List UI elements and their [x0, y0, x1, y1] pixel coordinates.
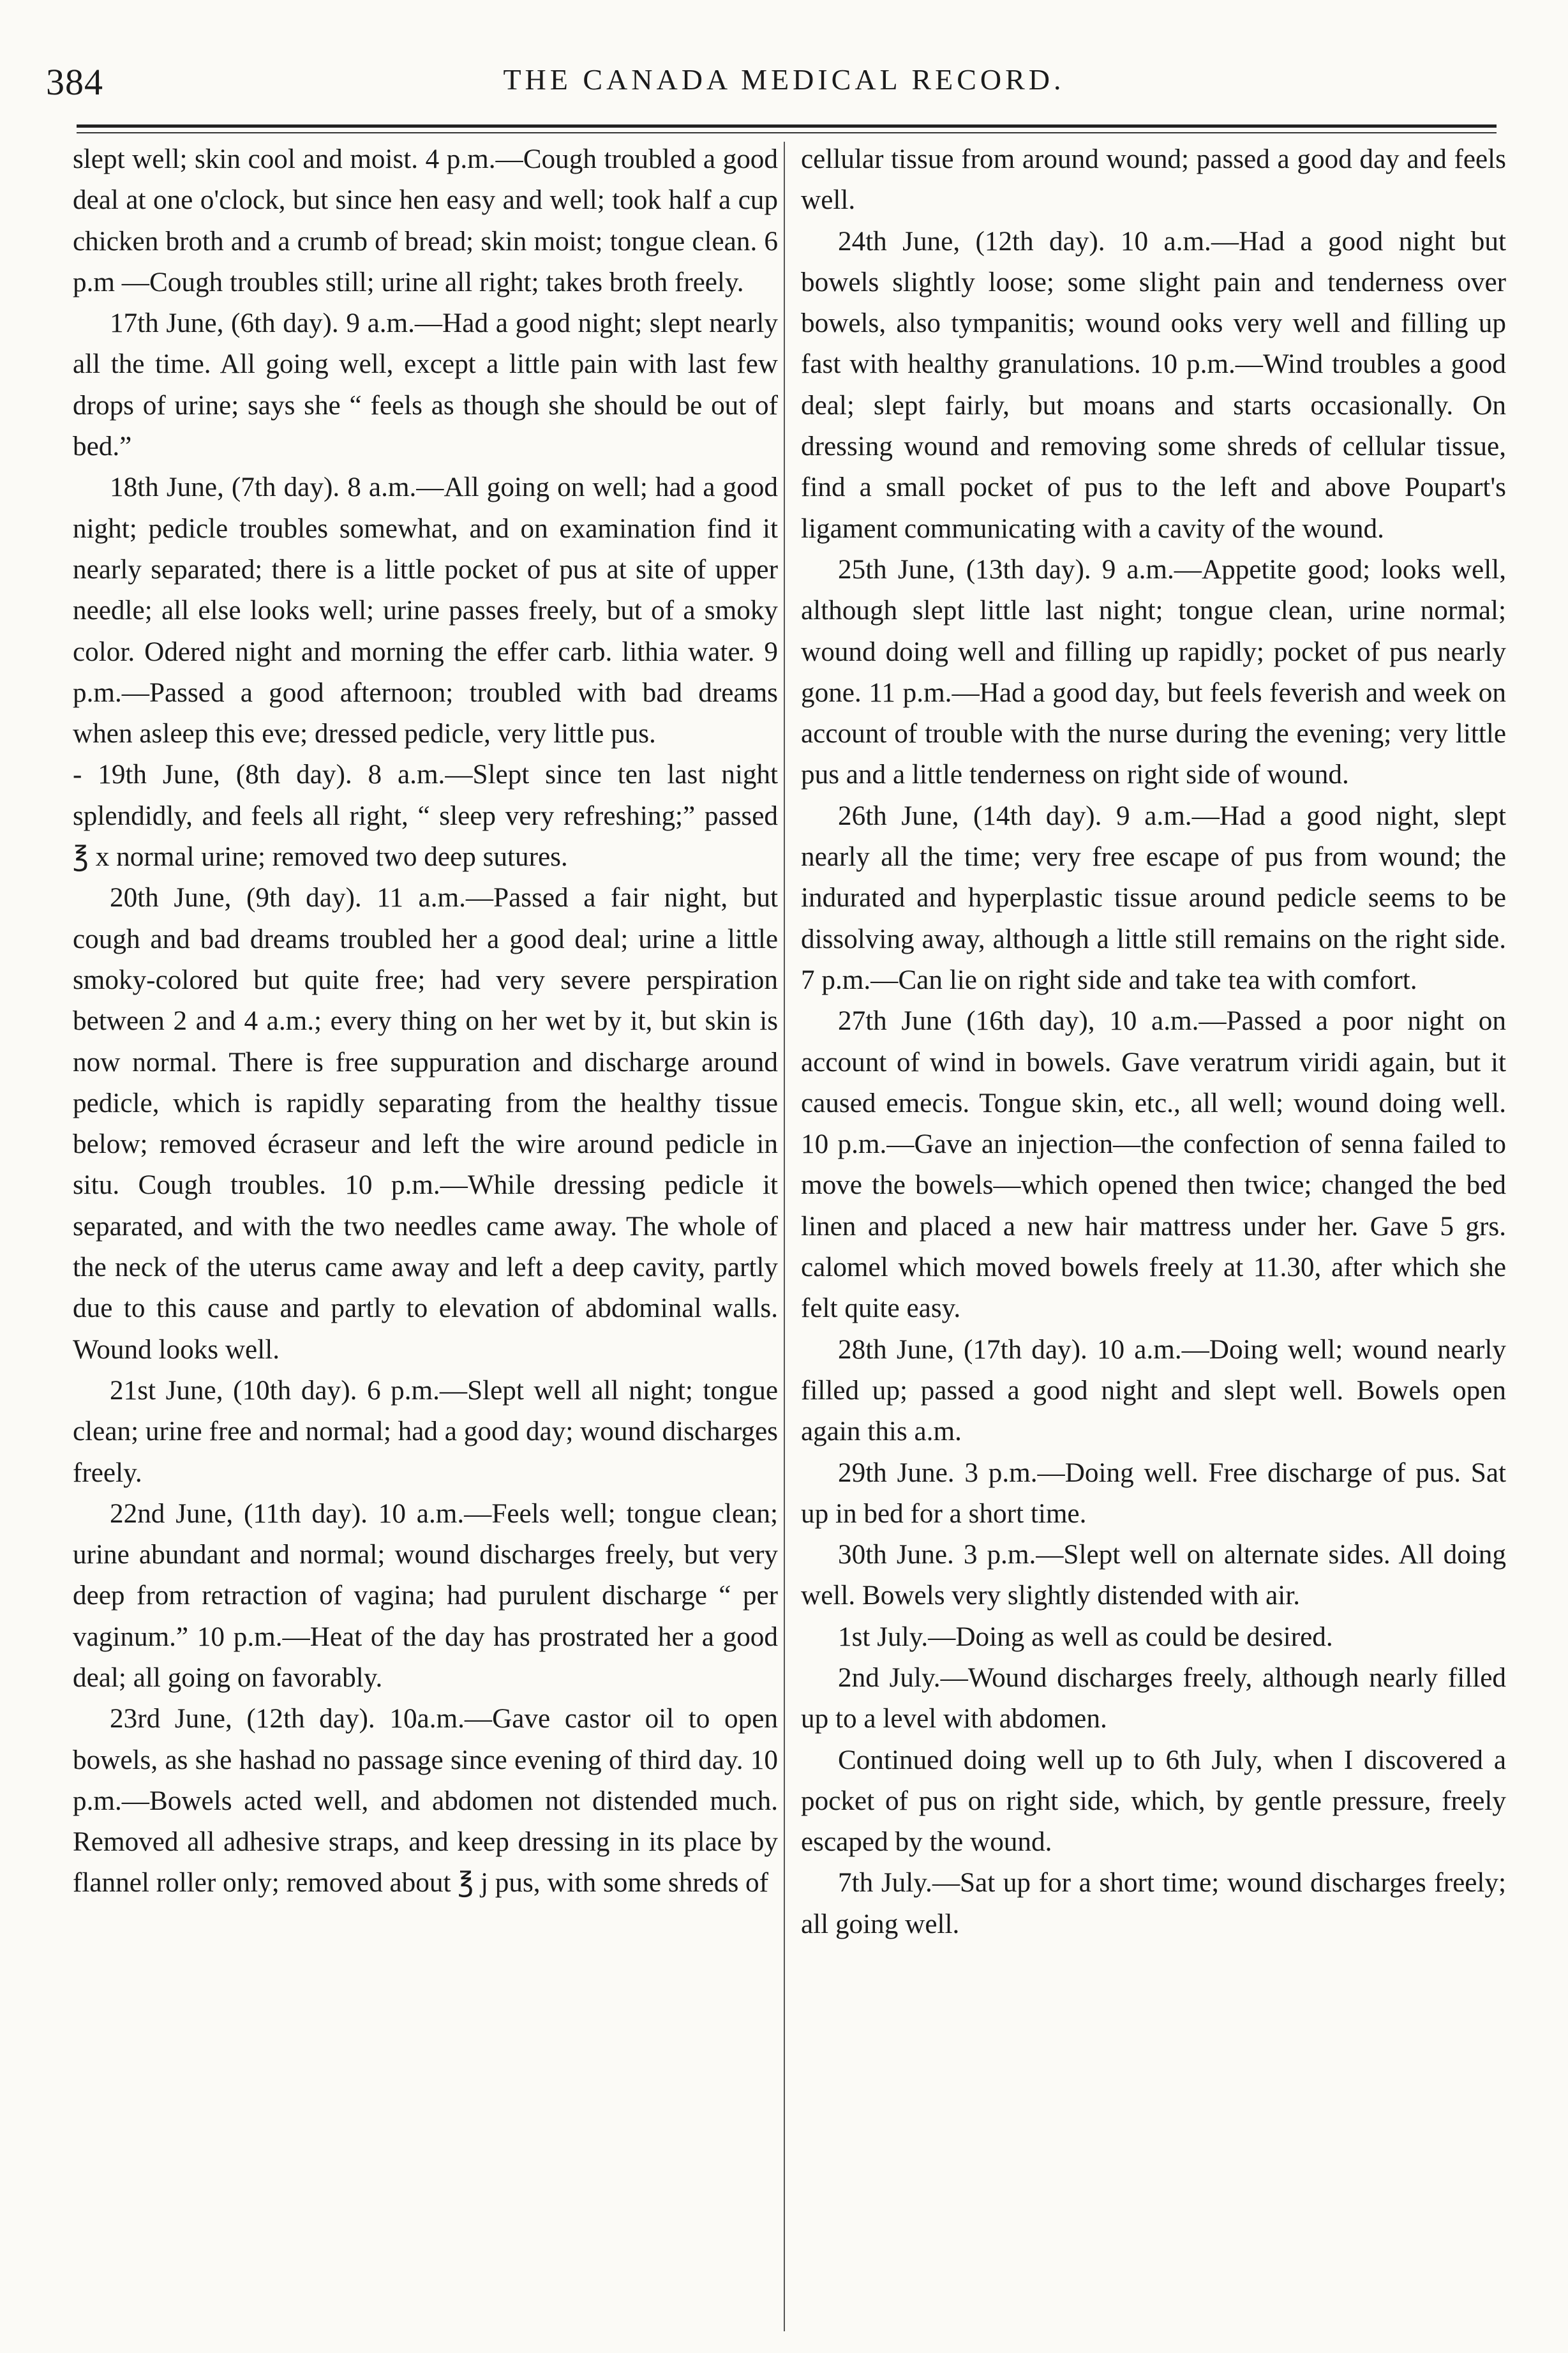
paragraph: 28th June, (17th day). 10 a.m.—Doing well; wound nearly filled up; passed a good night and slept well. Bowels open again this a.m.	[801, 1334, 1506, 1447]
right-column	[801, 139, 1506, 1945]
paragraph: slept well; skin cool and moist. 4 p.m.—Cough troubled a good deal at one o'clock, but since hen easy and well; took half a cup chicken broth and a crumb of bread; skin moist; tongue clean. 6 p.m —Cough troubles still; urine all right; takes broth freely.	[73, 144, 778, 297]
paragraph: 25th June, (13th day). 9 a.m.—Appetite good; looks well, although slept little last night; tongue clean, urine normal; wound doing well and filling up rapidly; pocket of pus nearly gone. 11 p.m.—Had a good day, but feels feverish and week on account of trouble with the nurse during the evening; very little pus and a little tenderness on right side of wound.	[801, 554, 1506, 790]
paragraph: 22nd June, (11th day). 10 a.m.—Feels well; tongue clean; urine abundant and normal; wound discharges freely, but very deep from retraction of vagina; had purulent discharge “ per vaginum.” 10 p.m.—Heat of the day has prostrated her a good deal; all going on favorably.	[73, 1498, 778, 1693]
paragraph: 26th June, (14th day). 9 a.m.—Had a good night, slept nearly all the time; very free escape of pus from wound; the indurated and hyperplastic tissue around pedicle seems to be dissolving away, although a little still remains on the right side. 7 p.m.—Can lie on right side and take tea with comfort.	[801, 801, 1506, 995]
paragraph: 21st June, (10th day). 6 p.m.—Slept well all night; tongue clean; urine free and normal; had a good day; wound discharges freely.	[73, 1375, 778, 1488]
header-rule-thin	[77, 132, 1497, 133]
running-head: THE CANADA MEDICAL RECORD.	[503, 63, 1065, 96]
header-rule-thick	[77, 124, 1497, 128]
column-divider	[784, 142, 785, 2331]
page-number: 384	[46, 61, 103, 103]
paragraph: 7th July.—Sat up for a short time; wound discharges freely; all going well.	[801, 1868, 1506, 1939]
paragraph: 24th June, (12th day). 10 a.m.—Had a good night but bowels slightly loose; some slight pain and tenderness over bowels, also tympanitis; wound ooks very well and filling up fast with healthy granulations. 10 p.m.—Wind troubles a good deal; slept fairly, but moans and starts occasionally. On dressing wound and removing some shreds of cellular tissue, find a small pocket of pus to the left and above Poupart's ligament communicating with a cavity of the wound.	[801, 226, 1506, 544]
paragraph: 27th June (16th day), 10 a.m.—Passed a poor night on account of wind in bowels. Gave veratrum viridi again, but it caused emecis. Tongue skin, etc., all well; wound doing well. 10 p.m.—Gave an injection—the confection of senna failed to move the bowels—which opened then twice; changed the bed linen and placed a new hair mattress under her. Gave 5 grs. calomel which moved bowels freely at 11.30, after which she felt quite easy.	[801, 1006, 1506, 1324]
paragraph: 20th June, (9th day). 11 a.m.—Passed a fair night, but cough and bad dreams troubled her a good deal; urine a little smoky-colored but quite free; had very severe perspiration between 2 and 4 a.m.; every thing on her wet by it, but skin is now normal. There is free suppuration and discharge around pedicle, which is rapidly separating from the healthy tissue below; removed écraseur and left the wire around pedicle in situ. Cough troubles. 10 p.m.—While dressing pedicle it separated, and with the two needles came away. The whole of the neck of the uterus came away and left a deep cavity, partly due to this cause and partly to elevation of abdominal walls. Wound looks well.	[73, 883, 778, 1365]
paragraph: 17th June, (6th day). 9 a.m.—Had a good night; slept nearly all the time. All going well, except a little pain with last few drops of urine; says she “ feels as though she should be out of bed.”	[73, 308, 778, 462]
paragraph: Continued doing well up to 6th July, when I discovered a pocket of pus on right side, which, by gentle pressure, freely escaped by the wound.	[801, 1745, 1506, 1858]
paragraph: 30th June. 3 p.m.—Slept well on alternate sides. All doing well. Bowels very slightly distended with air.	[801, 1540, 1506, 1611]
paragraph: 1st July.—Doing as well as could be desired.	[838, 1621, 1333, 1652]
paragraph: - 19th June, (8th day). 8 a.m.—Slept since ten last night splendidly, and feels all right, “ sleep very refreshing;” passed ℥ x normal urine; removed two deep sutures.	[73, 760, 778, 873]
paragraph: 29th June. 3 p.m.—Doing well. Free discharge of pus. Sat up in bed for a short time.	[801, 1457, 1506, 1529]
paragraph: cellular tissue from around wound; passed a good day and feels well.	[801, 144, 1506, 216]
paragraph: 2nd July.—Wound discharges freely, although nearly filled up to a level with abdomen.	[801, 1662, 1506, 1734]
paragraph: 23rd June, (12th day). 10a.m.—Gave castor oil to open bowels, as she hashad no passage since evening of third day. 10 p.m.—Bowels acted well, and abdomen not distended much. Removed all adhesive straps, and keep dressing in its place by flannel roller only; removed about ℥ j pus, with some shreds of	[73, 1704, 778, 1898]
left-column	[73, 139, 778, 1904]
paragraph: 18th June, (7th day). 8 a.m.—All going on well; had a good night; pedicle troubles somewhat, and on examination find it nearly separated; there is a little pocket of pus at site of upper needle; all else looks well; urine passes freely, but of a smoky color. Odered night and morning the effer carb. lithia water. 9 p.m.—Passed a good afternoon; troubled with bad dreams when asleep this eve; dressed pedicle, very little pus.	[73, 472, 778, 749]
